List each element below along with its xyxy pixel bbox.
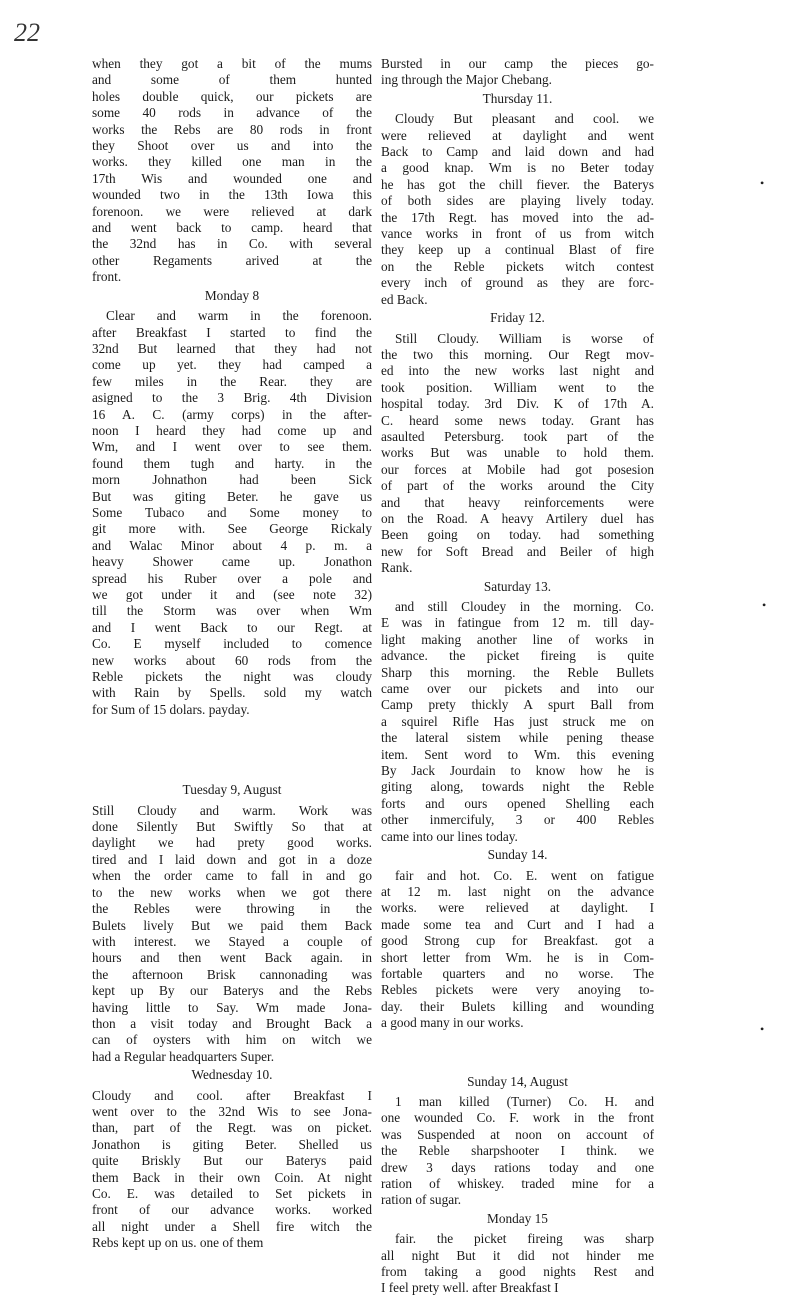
text-line: come up yet. they had camped a [92, 357, 372, 373]
text-line: than, part of the Regt. was on picket. [92, 1120, 372, 1136]
text-line: Rank. [381, 560, 413, 576]
text-line: heavy Shower came up. Jonathon [92, 554, 372, 570]
text-line: Rebs kept up on us. one of them [92, 1235, 264, 1251]
text-line: holes double quick, our pickets are [92, 88, 372, 104]
text-line: and Walac Minor about 4 p. m. a [92, 537, 372, 553]
text-line: done Silently But Swiftly So that at [92, 819, 372, 835]
text-line: took position. William went to the [381, 379, 654, 395]
text-line: of part of the works around the City [381, 478, 654, 494]
text-line: Co. E myself included to comence [92, 636, 372, 652]
text-line: when the order came to fall in and go [92, 868, 372, 884]
text-line: found them tugh and harty. in the [92, 455, 372, 471]
text-line: to the new works when we got there [92, 884, 372, 900]
text-line: new for Soft Bread and Beiler of high [381, 543, 654, 559]
heading-monday-8: Monday 8 [204, 287, 260, 303]
text-line: daylight we had prety good works. [92, 835, 372, 851]
text-line: giting along, towards night the Reble [381, 779, 654, 795]
text-line: git more with. See George Rickaly [92, 521, 372, 537]
text-line: till the Storm was over when Wm [92, 603, 372, 619]
text-line: good Strong cup for Breakfast. got a [381, 933, 654, 949]
text-line: works But was unable to hold them. [381, 445, 654, 461]
margin-mark: • [760, 176, 765, 190]
text-line: Bursted in our camp the pieces go- [381, 56, 654, 71]
text-line: Co. E. was detailed to Set pickets in [92, 1186, 372, 1201]
text-line: came into our lines today. [381, 828, 518, 844]
text-line: on the Road. A heavy Artilery duel has [381, 510, 654, 526]
text-line: Jonathon is giting Beter. Shelled us [92, 1136, 372, 1152]
text-line: came over our pickets and into our [381, 681, 654, 697]
text-line: few miles in the Rear. they are [92, 373, 372, 389]
text-line: and still Cloudey in the morning. Co. [395, 599, 654, 614]
heading-sunday-14: Sunday 14. [487, 847, 548, 863]
margin-mark: • [760, 1022, 765, 1036]
text-line: and went back to camp. heard that [92, 220, 372, 236]
heading-thursday-11: Thursday 11. [482, 90, 553, 106]
text-line: from taking a good nights Rest and [381, 1264, 654, 1280]
entry-thursday-11 [381, 111, 654, 308]
text-line: Cloudy and cool. after Breakfast I [92, 1087, 372, 1103]
text-line: E was in fatingue from 12 m. till day- [381, 615, 654, 631]
text-line: works. were relieved at daylight. I [381, 900, 654, 916]
text-line: Still Cloudy. William is worse of [395, 330, 654, 346]
text-line: ration of sugar. [381, 1192, 462, 1208]
heading-wednesday-10: Wednesday 10. [191, 1067, 273, 1083]
text-line: the 32nd has in Co. with several [92, 236, 372, 252]
heading-friday-12: Friday 12. [490, 310, 545, 326]
text-line: other inmercifuly, 3 or 400 Rebles [381, 812, 654, 828]
text-line: Bulets lively But we paid them Back [92, 917, 372, 933]
text-line: the Rebles were throwing in the [92, 901, 372, 917]
text-line: 1 man killed (Turner) Co. H. and [395, 1093, 654, 1109]
entry-monday-8 [92, 308, 372, 718]
text-line: the afternoon Brisk cannonading was [92, 966, 372, 982]
text-line: a good many in our works. [381, 1015, 524, 1031]
heading-sunday-14-august: Sunday 14, August [467, 1073, 568, 1089]
entry-tuesday-9 [92, 803, 372, 1066]
text-line: hours and then went Back again. in [92, 950, 372, 966]
text-line: for Sum of 15 dolars. payday. [92, 701, 250, 717]
text-line: was Suspended at noon on account of [381, 1126, 654, 1142]
text-line: C. heard some news today. Grant has [381, 412, 654, 428]
text-line: drew 3 days rations today and one [381, 1159, 654, 1175]
heading-tuesday-9: Tuesday 9, August [182, 782, 282, 798]
text-line: works the Rebs are 80 rods in front [92, 121, 372, 137]
text-line: fair. the picket fireing was sharp [395, 1231, 654, 1247]
text-line: made some tea and Curt and I had a [381, 916, 654, 932]
text-line: spread his Ruber over a pole and [92, 570, 372, 586]
text-line: all night But it did not hinder me [381, 1247, 654, 1263]
text-line: the lateral sistem while pening thease [381, 730, 654, 746]
text-line: he has got the chill fiever. the Baterys [381, 176, 654, 192]
text-line: having little to Say. Wm made Jona- [92, 999, 372, 1015]
text-line: they Shoot over us and into the [92, 138, 372, 154]
text-line: day. their Bulets killing and wounding [381, 998, 654, 1014]
text-line: the two this morning. Our Regt mov- [381, 346, 654, 362]
text-line: Camp prety thickly A spurt Ball from [381, 697, 654, 713]
text-line: one wounded Co. F. work in the front [381, 1110, 654, 1126]
text-line: asaulted Petersburg. took part of the [381, 428, 654, 444]
text-line: Some Tubaco and Some money to [92, 504, 372, 520]
text-line: Rebles pickets were very anoying to- [381, 982, 654, 998]
text-line: vance works in front of us from witch [381, 226, 654, 242]
text-line: the Reble sharpshooter I think. we [381, 1143, 654, 1159]
margin-mark: • [762, 598, 767, 612]
text-line: our forces at Mobile had got posesion [381, 461, 654, 477]
text-line: Reble pickets the night was cloudy [92, 669, 372, 685]
text-line: Been going on today. had something [381, 527, 654, 543]
text-line: front of our advance works. worked [92, 1202, 372, 1218]
text-line: 16 A. C. (army corps) in the after- [92, 406, 372, 422]
text-line: thon a visit today and Brought Back a [92, 1015, 372, 1031]
text-line: had a Regular headquarters Super. [92, 1048, 275, 1064]
heading-monday-15: Monday 15 [487, 1210, 548, 1226]
text-line: ed Back. [381, 291, 428, 307]
entry-sunday-14-august [381, 1094, 654, 1209]
right-column [381, 56, 654, 1297]
heading-saturday-13: Saturday 13. [483, 578, 552, 594]
text-line: with interest. we Stayed a couple of [92, 933, 372, 949]
text-line: kept up By our Baterys and the Rebs [92, 983, 372, 999]
text-line: after Breakfast I started to find the [92, 324, 372, 340]
text-line: I feel prety well. after Breakfast I [381, 1280, 559, 1296]
text-line: were relieved at daylight and went [381, 127, 654, 143]
text-line: forenoon. we were relieved at dark [92, 203, 372, 219]
text-line: morn Johnathon had been Sick [92, 472, 372, 488]
text-line: when they got a bit of the mums [92, 56, 372, 71]
text-line: fair and hot. Co. E. went on fatigue [395, 867, 654, 883]
text-line: quite Briskly But our Baterys paid [92, 1153, 372, 1169]
entry-wednesday-10 [92, 1088, 372, 1252]
text-line: But was giting Beter. he gave us [92, 488, 372, 504]
text-line: they keep up a continual Blast of fire [381, 242, 654, 258]
text-line: all night under a Shell fire witch the [92, 1218, 372, 1234]
text-line: ration of whiskey. traded mine for a [381, 1176, 654, 1191]
text-line: and that heavy reinforcements were [381, 494, 654, 510]
text-line: with Rain by Spells. sold my watch [92, 685, 372, 701]
text-line: short letter from Wm. he is in Com- [381, 949, 654, 965]
text-line: a good knap. Wm is no Beter today [381, 160, 654, 176]
text-line: ing through the Major Chebang. [381, 72, 552, 88]
text-line: a squirel Rifle Has just struck me on [381, 713, 654, 729]
text-line: on the Reble pickets witch contest [381, 258, 654, 274]
text-line: the 17th Regt. has moved into the ad- [381, 209, 654, 225]
text-line: we got under it and (see note 32) [92, 587, 372, 602]
text-line: works. they killed one man in the [92, 154, 372, 170]
text-line: and I went Back to our Regt. at [92, 619, 372, 635]
entry-continuation [92, 56, 372, 286]
text-line: 32nd But learned that they had not [92, 340, 372, 356]
text-line: fortable quarters and no worse. The [381, 965, 654, 981]
text-line: some 40 rods in advance of the [92, 105, 372, 121]
text-line: and some of them hunted [92, 72, 372, 88]
entry-monday-15 [381, 1231, 654, 1297]
text-line: front. [92, 269, 122, 285]
text-line: Still Cloudy and warm. Work was [92, 802, 372, 818]
text-line: Cloudy But pleasant and cool. we [395, 111, 654, 127]
text-line: new works about 60 rods from the [92, 652, 372, 668]
page-number: 22 [14, 18, 40, 47]
text-line: Wm, and I went over to see them. [92, 439, 372, 455]
entry-friday-12 [381, 331, 654, 577]
text-line: tired and I laid down and got in a doze [92, 851, 372, 867]
text-line: item. Sent word to Wm. this evening [381, 746, 654, 762]
left-column [92, 56, 372, 1252]
text-line: went over to the 32nd Wis to see Jona- [92, 1103, 372, 1119]
text-line: every inch of ground as they are forc- [381, 275, 654, 291]
text-line: 17th Wis and wounded one and [92, 170, 372, 186]
text-line: at 12 m. last night on the advance [381, 883, 654, 899]
text-line: can of oysters with him on witch we [92, 1032, 372, 1048]
text-line: wounded two in the 13th Iowa this [92, 187, 372, 203]
text-line: Clear and warm in the forenoon. [106, 308, 372, 324]
text-line: Back to Camp and laid down and had [381, 144, 654, 160]
text-line: of both sides are playing lively today. [381, 193, 654, 209]
text-line: By Jack Jourdain to know how he is [381, 763, 654, 779]
text-line: noon I heard they had come up and [92, 422, 372, 438]
entry-sunday-14 [381, 868, 654, 1032]
text-line: ed into the new works last night and [381, 363, 654, 379]
text-line: them Back in their own Coin. At night [92, 1169, 372, 1185]
text-line: advance. the picket fireing is quite [381, 648, 654, 664]
text-line: Sharp this morning. the Reble Bullets [381, 664, 654, 680]
text-line: asigned to the 3 Brig. 4th Division [92, 390, 372, 406]
text-line: hospital today. 3rd Div. K of 17th A. [381, 396, 654, 412]
text-line: other Regaments arived at the [92, 252, 372, 268]
entry-continuation-right [381, 56, 654, 89]
text-line: light making another line of works in [381, 631, 654, 647]
entry-saturday-13 [381, 599, 654, 845]
text-line: forts and ours opened Shelling each [381, 795, 654, 811]
